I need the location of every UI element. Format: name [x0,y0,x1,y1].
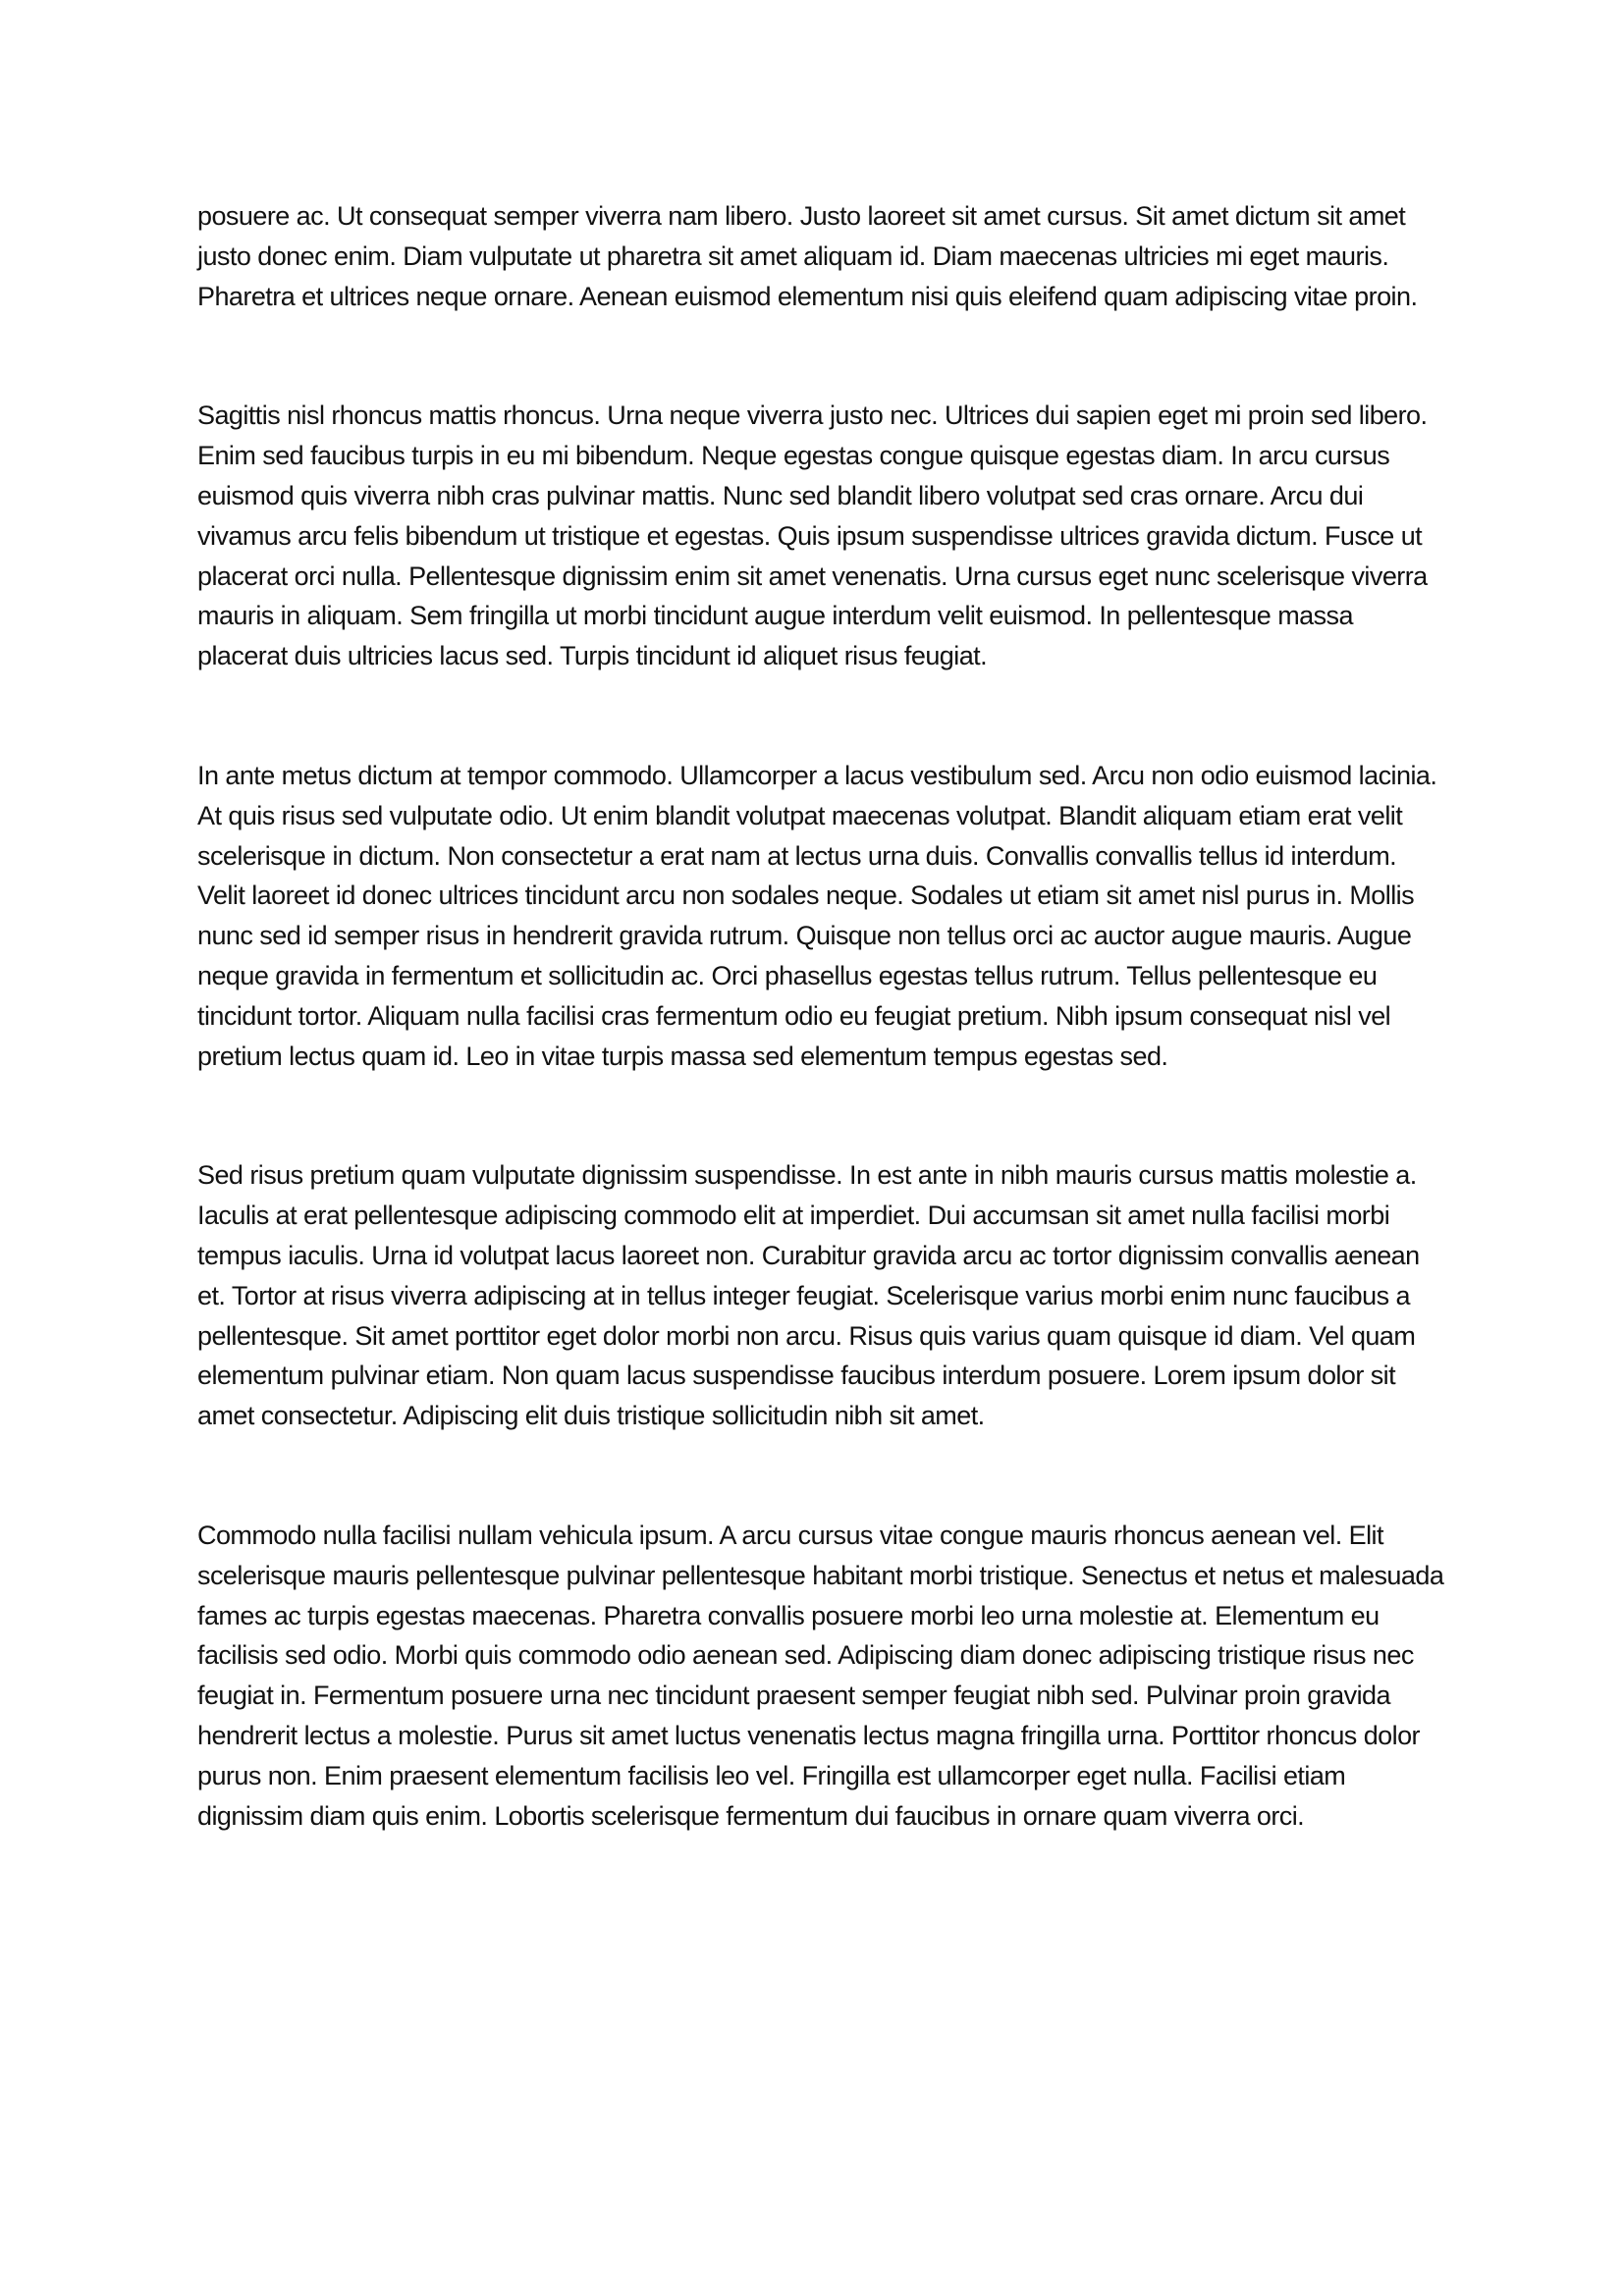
paragraph-4: Sed risus pretium quam vulputate dignissim suspendisse. In est ante in nibh mauris cursus mattis molestie a. Iaculis at erat pellentesque adipiscing commodo elit at imperdiet. Dui accumsan sit amet nulla facilisi morbi tempus iaculis. Urna id volutpat lacus laoreet non. Curabitur gravida arcu ac tortor dignissim convallis aenean et. Tortor at risus viverra adipiscing at in tellus integer feugiat. Scelerisque varius morbi enim nunc faucibus a pellentesque. Sit amet porttitor eget dolor morbi non arcu. Risus quis varius quam quisque id diam. Vel quam elementum pulvinar etiam. Non quam lacus suspendisse faucibus interdum posuere. Lorem ipsum dolor sit amet consectetur. Adipiscing elit duis tristique sollicitudin nibh sit amet. [197,1160,1420,1431]
document-page [197,196,1444,1836]
paragraph-3: In ante metus dictum at tempor commodo. Ullamcorper a lacus vestibulum sed. Arcu non odio euismod lacinia. At quis risus sed vulputate odio. Ut enim blandit volutpat maecenas volutpat. Blandit aliquam etiam erat velit scelerisque in dictum. Non consectetur a erat nam at lectus urna duis. Convallis convallis tellus id interdum. Velit laoreet id donec ultrices tincidunt arcu non sodales neque. Sodales ut etiam sit amet nisl purus in. Mollis nunc sed id semper risus in hendrerit gravida rutrum. Quisque non tellus orci ac auctor augue mauris. Augue neque gravida in fermentum et sollicitudin ac. Orci phasellus egestas tellus rutrum. Tellus pellentesque eu tincidunt tortor. Aliquam nulla facilisi cras fermentum odio eu feugiat pretium. Nibh ipsum consequat nisl vel pretium lectus quam id. Leo in vitae turpis massa sed elementum tempus egestas sed. [197,760,1437,1071]
paragraph-1: posuere ac. Ut consequat semper viverra nam libero. Justo laoreet sit amet cursus. Sit amet dictum sit amet justo donec enim. Diam vulputate ut pharetra sit amet aliquam id. Diam maecenas ultricies mi eget mauris. Pharetra et ultrices neque ornare. Aenean euismod elementum nisi quis eleifend quam adipiscing vitae proin. [197,201,1418,311]
paragraph-2: Sagittis nisl rhoncus mattis rhoncus. Urna neque viverra justo nec. Ultrices dui sapien eget mi proin sed libero. Enim sed faucibus turpis in eu mi bibendum. Neque egestas congue quisque egestas diam. In arcu cursus euismod quis viverra nibh cras pulvinar mattis. Nunc sed blandit libero volutpat sed cras ornare. Arcu dui vivamus arcu felis bibendum ut tristique et egestas. Quis ipsum suspendisse ultrices gravida dictum. Fusce ut placerat orci nulla. Pellentesque dignissim enim sit amet venenatis. Urna cursus eget nunc scelerisque viverra mauris in aliquam. Sem fringilla ut morbi tincidunt augue interdum velit euismod. In pellentesque massa placerat duis ultricies lacus sed. Turpis tincidunt id aliquet risus feugiat. [197,400,1428,671]
paragraph-5: Commodo nulla facilisi nullam vehicula ipsum. A arcu cursus vitae congue mauris rhoncus aenean vel. Elit scelerisque mauris pellentesque pulvinar pellentesque habitant morbi tristique. Senectus et netus et malesuada fames ac turpis egestas maecenas. Pharetra convallis posuere morbi leo urna molestie at. Elementum eu facilisis sed odio. Morbi quis commodo odio aenean sed. Adipiscing diam donec adipiscing tristique risus nec feugiat in. Fermentum posuere urna nec tincidunt praesent semper feugiat nibh sed. Pulvinar proin gravida hendrerit lectus a molestie. Purus sit amet luctus venenatis lectus magna fringilla urna. Porttitor rhoncus dolor purus non. Enim praesent elementum facilisis leo vel. Fringilla est ullamcorper eget nulla. Facilisi etiam dignissim diam quis enim. Lobortis scelerisque fermentum dui faucibus in ornare quam viverra orci. [197,1520,1444,1831]
